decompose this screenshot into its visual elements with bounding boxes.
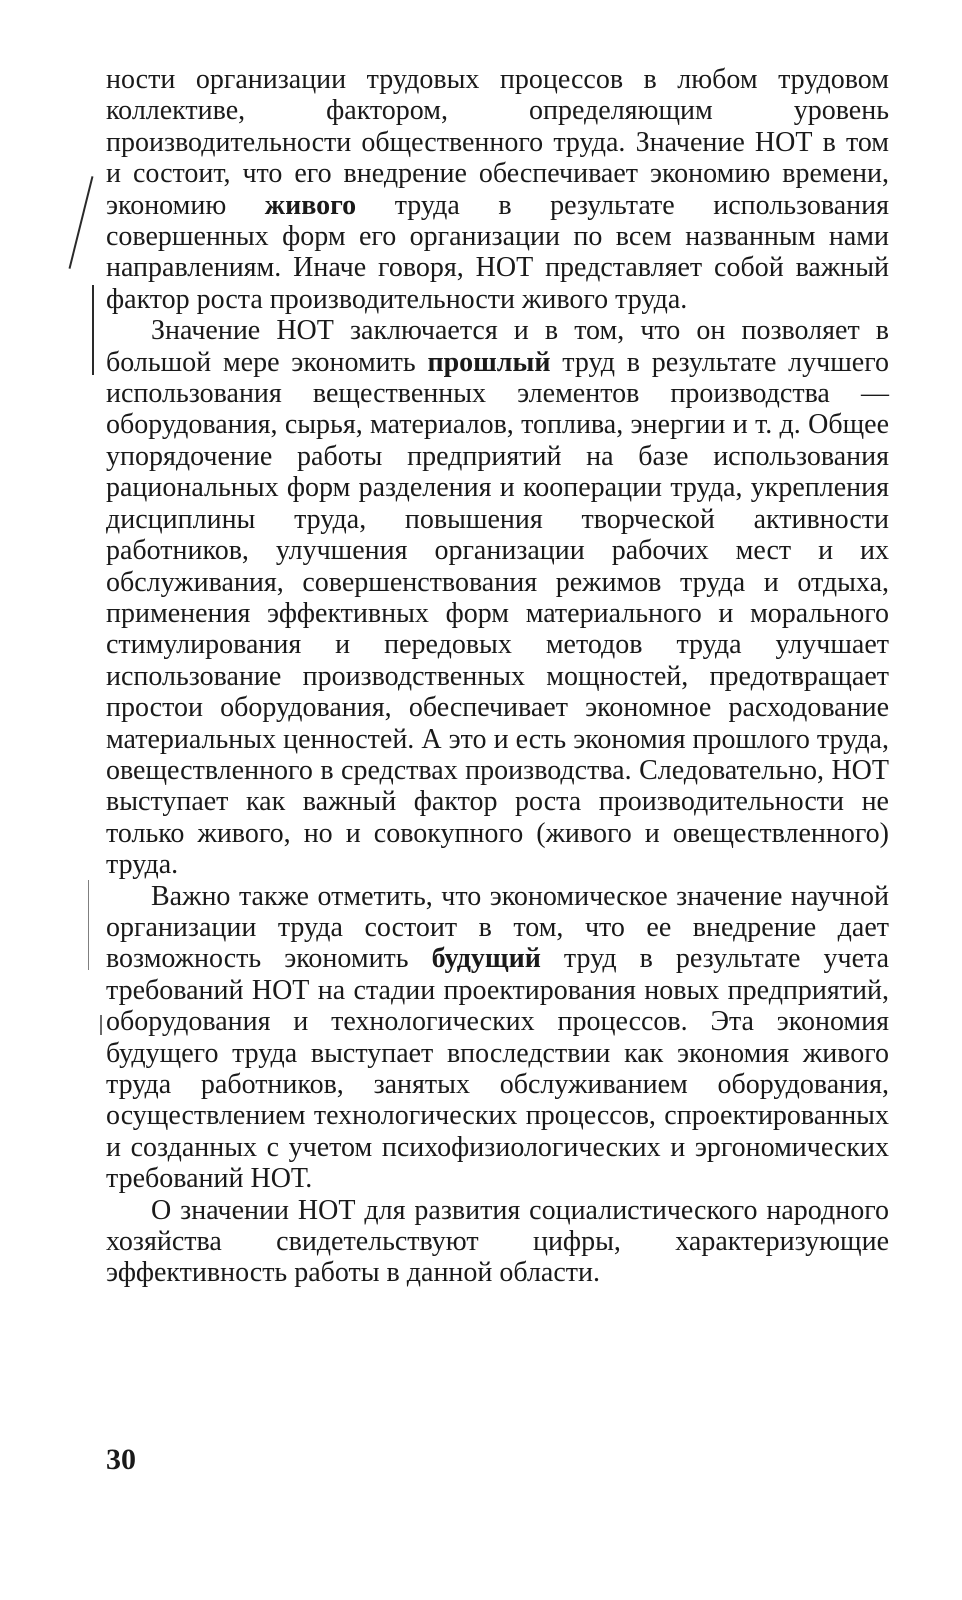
paragraph (106, 315, 889, 880)
margin-pencil-mark (100, 1015, 102, 1035)
margin-pencil-mark (88, 880, 89, 970)
text-run: Важно также отметить, что экономическое значение научной организации труда состоит в том, что ее внедрение дает возможность экономить (106, 880, 889, 975)
text-run: Значение НОТ заключается и в том, что он позволяет в большой мере экономить (106, 315, 889, 378)
page-text (106, 64, 889, 1289)
paragraph (106, 64, 889, 315)
emphasized-term: прошлый (427, 346, 551, 378)
paragraph (106, 881, 889, 1195)
text-run: труд в результате лучшего использования вещественных элементов производства — оборудования, сырья, материалов, топлива, энергии и т. д. Общее упорядочение работы предприятий на базе использования рациональных форм разделения и кооперации труда, укрепления дисциплины труда, повышения творческой активности работников, улучшения организации рабочих мест и их обслуживания, совершенствования режимов труда и отдыха, применения эффективных форм материального и морального стимулирования и передовых методов труда улучшает использование производственных мощностей, предотвращает простои оборудования, обеспечивает экономное расходование материальных ценностей. А это и есть экономия прошлого труда, овеществленного в средствах производства. Следовательно, НОТ выступает как важный фактор роста производительности не только живого, но и совокупного (живого и овеществленного) труда. (106, 346, 889, 881)
paragraph (106, 1195, 889, 1289)
text-run: ности организации трудовых процессов в любом трудовом коллективе, фактором, определяющим уровень производительности общественного труда. Значение НОТ в том и состоит, что его внедрение обеспечивает экономию времени, экономию (106, 64, 889, 221)
emphasized-term: будущий (431, 943, 541, 975)
text-run: труд в результате учета требований НОТ на стадии проектирования новых предприятий, оборудования и технологических процессов. Эта экономия будущего труда выступает впоследствии как экономия живого труда работников, занятых обслуживанием оборудования, осуществлением технологических процессов, спроектированных и созданных с учетом психофизиологических и эргономических требований НОТ. (106, 943, 889, 1195)
emphasized-term: живого (264, 189, 357, 221)
text-run: труда в результате использования совершенных форм его организации по всем названным нами направлениям. Иначе говоря, НОТ представляет собой важный фактор роста производительности живого труда. (106, 189, 890, 315)
margin-pencil-mark (69, 176, 94, 269)
text-run: О значении НОТ для развития социалистического народного хозяйства свидетельствуют цифры, характеризующие эффективность работы в данной области. (106, 1194, 889, 1289)
page-number: 30 (106, 1443, 136, 1476)
margin-pencil-mark (92, 285, 94, 375)
